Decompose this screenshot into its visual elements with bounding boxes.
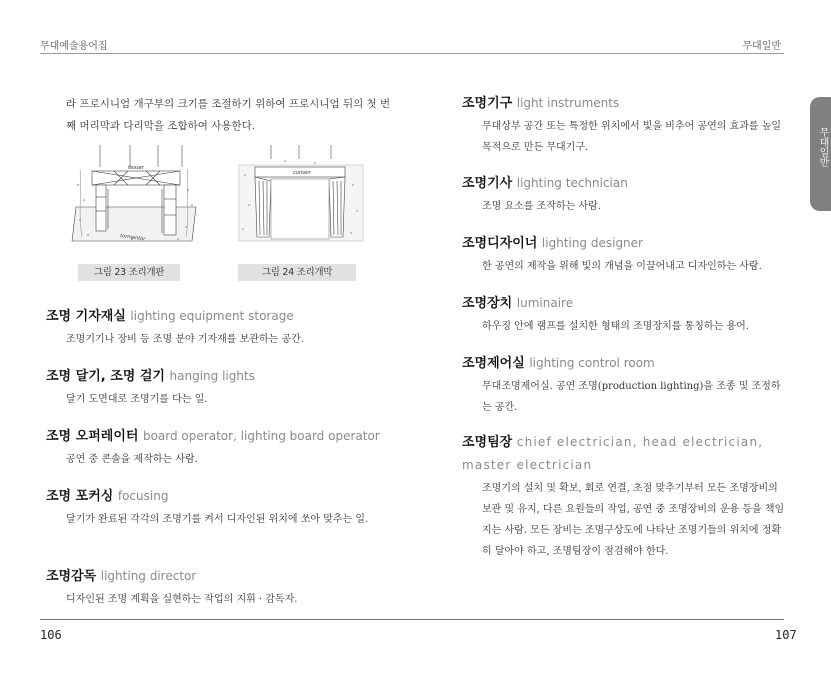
- term-entry: [462, 232, 786, 277]
- header-rule: [40, 53, 784, 54]
- term-entry: [46, 305, 386, 350]
- term-ko: 조명 기자재실: [46, 309, 126, 324]
- term-en: lighting control room: [529, 356, 655, 370]
- term-en: focusing: [117, 489, 169, 503]
- term-en: hanging lights: [169, 369, 255, 383]
- term-en: lighting designer: [541, 236, 643, 250]
- fig23-label-teaser: teaser: [128, 165, 144, 171]
- term-ko: 조명기사: [462, 176, 513, 191]
- figure-23-caption: 그림 23 조리개판: [78, 264, 180, 281]
- term-desc: 조명기기나 장비 등 조명 분야 기자재를 보관하는 공간.: [66, 334, 304, 345]
- term-ko: 조명팀장: [462, 435, 513, 450]
- figure-24-illustration: [235, 145, 367, 243]
- term-en: lighting director: [100, 569, 197, 583]
- term-entry: [46, 485, 386, 530]
- term-en: light instruments: [516, 96, 620, 110]
- term-en: luminaire: [516, 296, 574, 310]
- term-entry: [462, 352, 786, 418]
- term-desc: 하우징 안에 램프를 설치한 형태의 조명장치를 통칭하는 용어.: [482, 321, 749, 332]
- running-header-right: 무대일반: [742, 41, 781, 52]
- term-en: lighting technician: [516, 176, 628, 190]
- term-desc: 한 공연의 제작을 위해 빛의 개념을 이끌어내고 디자인하는 사람.: [482, 261, 762, 272]
- term-desc: 디자인된 조명 계획을 실현하는 작업의 지휘 · 감독자.: [66, 594, 298, 605]
- term-entry: [462, 292, 786, 337]
- term-entry: [46, 425, 386, 470]
- term-entry: [462, 431, 786, 562]
- term-entry: [46, 365, 386, 410]
- term-desc: 조명기의 설치 및 확보, 회로 연결, 초점 맞추기부터 모든 조명장비의 보관 및 유지, 다른 요원들의 작업, 공연 중 조명장비의 운용 등을 책임지는 사람. 모든 장비는 조명구상도에 나타난 조명기들의 위치에 정확히 달아야 하고, 조명팀장이 점검해야 한다.: [482, 483, 785, 557]
- term-ko: 조명디자이너: [462, 236, 538, 251]
- term-desc: 무대상부 공간 또는 특정한 위치에서 빛을 비추어 공연의 효과를 높일 목적으로 만든 무대기구.: [482, 121, 782, 153]
- term-desc: 조명 요소를 조작하는 사람.: [482, 201, 601, 212]
- term-ko: 조명기구: [462, 96, 513, 111]
- term-ko: 조명제어실: [462, 356, 525, 371]
- term-entry: [462, 92, 786, 158]
- intro-paragraph: 라 프로시니엄 개구부의 크기를 조절하기 위하여 프로시니엄 뒤의 첫 번째 머리막과 다리막을 조합하여 사용한다.: [66, 98, 391, 132]
- term-ko: 조명장치: [462, 296, 513, 311]
- term-desc: 달기가 완료된 각각의 조명기를 켜서 디자인된 위치에 쏘아 맞추는 일.: [66, 514, 369, 525]
- footer-rule: [40, 619, 784, 620]
- term-ko: 조명 달기, 조명 걸기: [46, 369, 165, 384]
- term-ko: 조명 포커싱: [46, 489, 114, 504]
- term-en: chief electrician, head electrician, master electrician: [462, 435, 764, 472]
- fig24-label-curtain: curtain: [293, 170, 311, 176]
- figure-23-illustration: [68, 145, 200, 243]
- term-entry: [46, 565, 386, 610]
- term-ko: 조명 오퍼레이터: [46, 429, 139, 444]
- term-desc: 무대조명제어실. 공연 조명(production lighting)을 조종 및 조정하는 공간.: [482, 381, 781, 413]
- term-en: board operator, lighting board operator: [142, 429, 380, 443]
- section-tab-label: 무대일반: [817, 127, 828, 167]
- page-number-right: 107: [775, 628, 797, 642]
- figure-24-caption: 그림 24 조리개막: [238, 264, 356, 281]
- term-ko: 조명감독: [46, 569, 97, 584]
- section-tab[interactable]: [810, 97, 831, 211]
- term-entry: [462, 172, 786, 217]
- fig23-label-tormentor: tormentor: [119, 233, 146, 243]
- term-desc: 달기 도면대로 조명기를 다는 일.: [66, 394, 208, 405]
- term-desc: 공연 중 콘솔을 제작하는 사람.: [66, 454, 198, 465]
- running-header-left: 무대예술용어집: [40, 41, 108, 52]
- term-en: lighting equipment storage: [130, 309, 294, 323]
- page-number-left: 106: [40, 628, 62, 642]
